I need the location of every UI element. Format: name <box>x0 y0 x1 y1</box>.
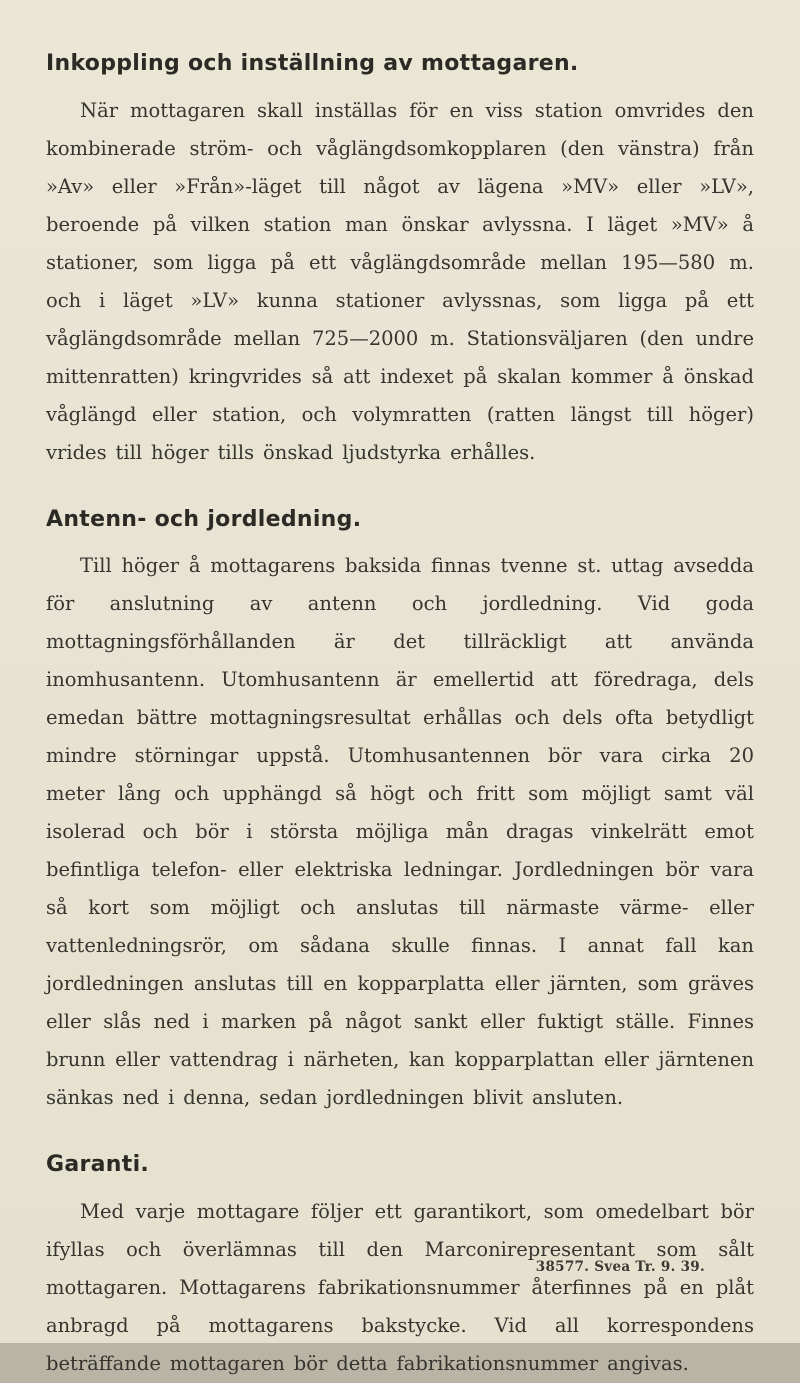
paragraph-garanti: Med varje mottagare följer ett garantikort, som omedelbart bör ifyllas och överlämnas till den Marconirepresentant som sålt mottagaren. Mottagarens fabrikationsnummer återfinnes på en plåt anbragd på mottagarens bakstycke. Vid all korrespondens beträffande mottagaren bör detta fabrikationsnummer angivas. <box>46 1199 754 1375</box>
paragraph-antenn-jordledning: Till höger å mottagarens baksida finnas tvenne st. uttag avsedda för anslutning av antenn och jordledning. Vid goda mottagningsförhållanden är det tillräckligt att använda inomhusantenn. Utomhusantenn är emellertid att föredraga, dels emedan bättre mottagningsresultat erhållas och dels ofta betydligt mindre störningar uppstå. Utomhusantennen bör vara cirka 20 meter lång och upphängd så högt och fritt som möjligt samt väl isolerad och bör i största möjliga mån dragas vinkelrätt emot befintliga telefon- eller elektriska ledningar. Jordledningen bör vara så kort som möjligt och anslutas till närmaste värme- eller vattenledningsrör, om sådana skulle finnas. I annat fall kan jordledningen anslutas till en kopparplatta eller järnten, som gräves eller slås ned i marken på något sankt eller fuktigt ställe. Finnes brunn eller vattendrag i närheten, kan kopparplattan eller järntenen sänkas ned i denna, sedan jordledningen blivit ansluten. <box>46 554 754 1109</box>
paragraph-inkoppling: När mottagaren skall inställas för en viss station omvrides den kombinerade ström- och våglängdsomkopplaren (den vänstra) från »Av» eller »Från»-läget till något av lägena »MV» eller »LV», beroende på vilken station man önskar avlyssna. I läget »MV» å stationer, som ligga på ett våglängdsområde mellan 195—580 m. och i läget »LV» kunna stationer avlyssnas, som ligga på ett våglängdsområde mellan 725—2000 m. Stationsväljaren (den undre mittenratten) kringvrides så att indexet på skalan kommer å önskad våglängd eller station, och volymratten (ratten längst till höger) vrides till höger tills önskad ljudstyrka erhålles. <box>46 98 754 464</box>
section-heading-antenn-jordledning: Antenn- och jordledning. <box>46 506 362 532</box>
section-inkoppling <box>46 50 754 472</box>
section-heading-garanti: Garanti. <box>46 1152 150 1177</box>
printer-imprint: 38577. Svea Tr. 9. 39. <box>535 1259 705 1275</box>
section-antenn-jordledning <box>46 506 754 1118</box>
section-heading-inkoppling: Inkoppling och inställning av mottagaren. <box>46 51 579 76</box>
text-column <box>46 50 754 1383</box>
